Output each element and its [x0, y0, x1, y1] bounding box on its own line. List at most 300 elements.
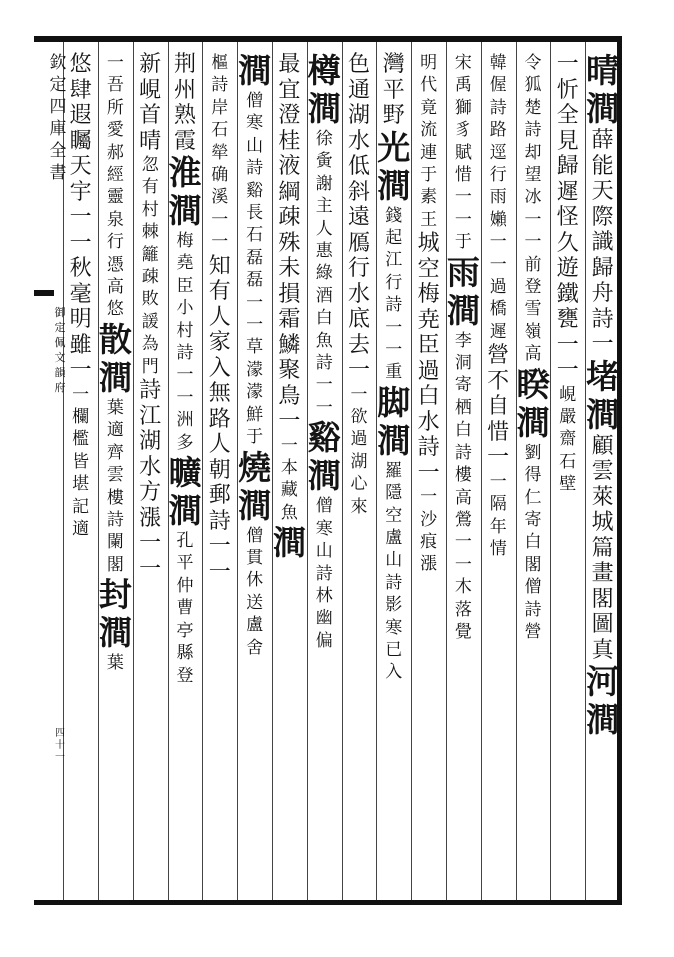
glyph: 澗 [168, 491, 202, 531]
glyph: 行 [106, 232, 124, 253]
glyph: 全 [49, 141, 67, 161]
glyph: 宋 [454, 53, 472, 73]
glyph: 湖 [139, 429, 162, 455]
glyph: 封 [98, 575, 132, 615]
glyph: 詩 [489, 97, 507, 118]
glyph: 本 [280, 457, 298, 478]
page-frame-top [34, 36, 622, 42]
glyph: 謝 [315, 173, 333, 194]
glyph: 韻 [54, 366, 66, 379]
glyph: 遠 [347, 205, 370, 230]
glyph: 流 [420, 120, 438, 141]
glyph: 一 [487, 445, 510, 471]
glyph: 高 [454, 487, 472, 508]
glyph: 明 [69, 307, 92, 332]
glyph: 高 [524, 344, 542, 365]
glyph: 堵 [586, 356, 620, 396]
glyph: 矚 [69, 128, 92, 154]
glyph: 秋 [69, 256, 92, 281]
glyph: 隔 [489, 494, 507, 515]
glyph: 諼 [141, 311, 159, 332]
glyph: 一 [69, 230, 92, 256]
glyph: 斜 [347, 179, 370, 205]
glyph: 城 [417, 231, 440, 257]
glyph: 詩 [385, 572, 403, 593]
glyph: 熟 [173, 103, 196, 128]
glyph: 木 [454, 577, 472, 598]
glyph: 霞 [173, 128, 196, 154]
glyph: 薛 [591, 128, 614, 153]
margin-subtitle [40, 305, 66, 395]
glyph: 詩 [524, 120, 542, 141]
glyph: 山 [385, 550, 403, 571]
glyph: 悠 [106, 299, 124, 320]
glyph: 白 [524, 532, 542, 553]
glyph: 疎 [141, 267, 159, 288]
glyph: 入 [208, 355, 231, 381]
glyph: 一 [246, 315, 264, 336]
glyph: 痕 [420, 532, 438, 553]
glyph: 晴 [139, 128, 162, 154]
glyph: 遊 [556, 256, 579, 281]
glyph: 燒 [238, 447, 272, 487]
glyph: 山 [246, 135, 264, 156]
glyph: 濛 [246, 359, 264, 380]
glyph: 隱 [385, 483, 403, 504]
glyph: 水 [139, 454, 162, 480]
glyph: 錢 [385, 205, 403, 226]
glyph: 冰 [524, 187, 542, 208]
glyph: 葉 [106, 397, 124, 418]
glyph: 空 [417, 256, 440, 282]
glyph: 晴 [586, 52, 620, 90]
glyph: 一 [524, 209, 542, 230]
glyph: 天 [69, 154, 92, 179]
glyph: 寄 [454, 375, 472, 396]
glyph: 雨 [489, 187, 507, 208]
glyph: 一 [454, 209, 472, 230]
glyph: 平 [382, 77, 405, 103]
glyph: 獅 [454, 97, 472, 118]
glyph: 識 [591, 230, 614, 255]
glyph: 有 [141, 177, 159, 198]
text-column-6 [409, 52, 449, 897]
glyph: 得 [524, 465, 542, 486]
glyph: 濛 [246, 382, 264, 403]
glyph: 籬 [141, 244, 159, 265]
glyph: 起 [385, 227, 403, 248]
glyph: 過 [350, 429, 368, 450]
glyph: 詩 [591, 306, 614, 332]
glyph: 沙 [420, 509, 438, 530]
glyph: 齋 [559, 429, 577, 450]
glyph: 孔 [176, 531, 194, 552]
glyph: 吾 [106, 75, 124, 96]
glyph: 詩 [524, 599, 542, 620]
glyph: 詩 [315, 563, 333, 584]
glyph: 澗 [586, 89, 620, 128]
glyph: 欲 [350, 406, 368, 427]
glyph: 行 [385, 272, 403, 293]
glyph: 路 [208, 406, 231, 432]
glyph: 曠 [168, 453, 202, 493]
glyph: 雲 [106, 465, 124, 486]
glyph: 一 [246, 292, 264, 313]
glyph: 犖 [211, 142, 229, 163]
glyph: 齊 [106, 442, 124, 463]
glyph: 盧 [385, 527, 403, 548]
glyph: 一 [350, 384, 368, 405]
glyph: 磊 [246, 270, 264, 291]
glyph: 行 [489, 165, 507, 186]
glyph: 詩 [208, 508, 231, 534]
glyph: 寒 [315, 518, 333, 539]
glyph: 綱 [278, 179, 301, 205]
glyph: 鳥 [278, 383, 301, 409]
text-column-2 [548, 52, 588, 897]
glyph: 愛 [106, 120, 124, 141]
glyph: 一 [72, 384, 90, 405]
glyph: 低 [347, 154, 370, 179]
glyph: 閣 [106, 554, 124, 575]
glyph: 岸 [211, 97, 229, 118]
glyph: 一 [454, 532, 472, 553]
glyph: 僧 [246, 525, 264, 546]
glyph: 方 [139, 480, 162, 506]
glyph: 僧 [315, 496, 333, 517]
glyph: 樽 [307, 52, 341, 90]
glyph: 澗 [446, 290, 480, 330]
glyph: 橋 [489, 299, 507, 320]
glyph: 來 [350, 496, 368, 517]
glyph: 自 [487, 394, 510, 420]
glyph: 通 [347, 77, 370, 103]
glyph: 光 [377, 127, 411, 167]
glyph: 白 [315, 308, 333, 329]
glyph: 江 [139, 403, 162, 429]
glyph: 竟 [420, 97, 438, 118]
glyph: 過 [489, 277, 507, 298]
glyph: 豸 [454, 120, 472, 141]
glyph: 亭 [176, 620, 194, 641]
glyph: 鱗 [278, 332, 301, 358]
glyph: 霜 [278, 307, 301, 332]
glyph: 前 [524, 254, 542, 275]
glyph: 殊 [278, 230, 301, 256]
glyph: 堯 [176, 253, 194, 274]
glyph: 影 [385, 595, 403, 616]
glyph: 忻 [556, 77, 579, 103]
glyph: 湖 [347, 103, 370, 128]
glyph: 灣 [382, 52, 405, 77]
glyph: 一 [315, 375, 333, 396]
glyph: 舍 [246, 637, 264, 658]
glyph: 入 [385, 662, 403, 683]
glyph: 野 [382, 103, 405, 128]
glyph: 泉 [106, 209, 124, 230]
fishtail-mark [34, 290, 54, 296]
glyph: 确 [211, 165, 229, 186]
glyph: 新 [139, 52, 162, 77]
text-column-15 [95, 52, 135, 897]
glyph: 石 [211, 120, 229, 141]
glyph: 溪 [211, 187, 229, 208]
glyph: 欽 [49, 53, 67, 73]
glyph: 閣 [591, 586, 614, 612]
glyph: 一 [69, 358, 92, 383]
glyph: 棘 [141, 222, 159, 243]
text-column-11 [235, 52, 275, 897]
glyph: 一 [556, 358, 579, 383]
glyph: 一 [524, 232, 542, 253]
glyph: 于 [246, 427, 264, 448]
glyph: 林 [315, 585, 333, 606]
glyph: 谿 [307, 418, 341, 458]
glyph: 已 [385, 640, 403, 660]
glyph: 徐 [315, 129, 333, 149]
glyph: 覺 [454, 621, 472, 642]
glyph: 見 [556, 128, 579, 154]
glyph: 望 [524, 165, 542, 186]
glyph: 魚 [280, 502, 298, 523]
glyph: 桂 [278, 128, 301, 154]
glyph: 忽 [141, 155, 159, 175]
glyph: 舟 [591, 281, 614, 306]
glyph: 全 [556, 103, 579, 128]
glyph: 一 [55, 752, 65, 763]
glyph: 一 [489, 471, 507, 492]
glyph: 所 [106, 97, 124, 118]
glyph: 閣 [524, 554, 542, 575]
glyph: 久 [556, 230, 579, 256]
glyph: 夤 [315, 151, 333, 172]
glyph: 偓 [489, 75, 507, 96]
glyph: 劉 [524, 442, 542, 463]
glyph: 門 [141, 356, 159, 377]
glyph: 澗 [586, 700, 620, 739]
glyph: 最 [278, 52, 301, 77]
glyph: 洞 [454, 353, 472, 374]
glyph: 疎 [278, 205, 301, 230]
glyph: 一 [347, 358, 370, 383]
glyph: 長 [246, 203, 264, 224]
glyph: 小 [176, 298, 194, 319]
glyph: 山 [315, 541, 333, 562]
glyph: 聚 [278, 358, 301, 383]
glyph: 魚 [315, 330, 333, 351]
glyph: 偏 [315, 630, 333, 651]
glyph: 欄 [72, 406, 90, 427]
glyph: 人 [208, 304, 231, 330]
glyph: 毫 [69, 281, 92, 307]
glyph: 人 [208, 432, 231, 458]
glyph: 素 [420, 187, 438, 208]
page-frame-bottom [34, 900, 622, 905]
glyph: 令 [524, 53, 542, 73]
glyph: 白 [417, 384, 440, 410]
glyph: 佩 [54, 336, 66, 349]
glyph: 多 [176, 432, 194, 453]
glyph: 空 [385, 505, 403, 526]
glyph: 逕 [489, 142, 507, 163]
glyph: 惜 [454, 165, 472, 186]
glyph: 葉 [106, 653, 124, 674]
glyph: 楚 [524, 97, 542, 118]
glyph: 情 [489, 539, 507, 559]
glyph: 行 [347, 256, 370, 281]
glyph: 臣 [176, 275, 194, 296]
glyph: 未 [278, 256, 301, 281]
glyph: 歸 [556, 154, 579, 179]
glyph: 李 [454, 330, 472, 351]
glyph: 仁 [524, 487, 542, 508]
glyph: 澗 [238, 52, 272, 90]
glyph: 四 [49, 97, 67, 117]
glyph: 一 [208, 534, 231, 560]
glyph: 圖 [591, 612, 614, 637]
glyph: 韓 [489, 53, 507, 73]
glyph: 一 [278, 409, 301, 434]
glyph: 王 [420, 209, 438, 230]
glyph: 詩 [417, 435, 440, 461]
glyph: 水 [417, 409, 440, 435]
glyph: 篇 [591, 535, 614, 561]
glyph: 惜 [487, 419, 510, 445]
glyph: 賦 [454, 142, 472, 163]
text-column-4 [478, 52, 518, 897]
glyph: 澗 [98, 613, 132, 653]
glyph: 一 [106, 53, 124, 73]
glyph: 一 [280, 435, 298, 456]
glyph: 澗 [586, 394, 620, 434]
glyph: 一 [454, 187, 472, 208]
glyph: 為 [141, 334, 159, 355]
glyph: 天 [591, 179, 614, 204]
glyph: 水 [347, 128, 370, 154]
glyph: 于 [420, 165, 438, 186]
glyph: 澗 [377, 420, 411, 460]
glyph: 郵 [208, 483, 231, 509]
text-column-5 [443, 52, 483, 897]
glyph: 河 [586, 662, 620, 701]
glyph: 詩 [176, 343, 194, 364]
glyph: 村 [176, 320, 194, 341]
glyph: 詩 [454, 442, 472, 463]
glyph: 于 [454, 232, 472, 253]
glyph: 一 [489, 232, 507, 253]
glyph: 湖 [350, 451, 368, 472]
glyph: 澗 [307, 89, 341, 128]
glyph: 闌 [106, 532, 124, 553]
glyph: 一 [69, 205, 92, 230]
glyph: 一 [417, 460, 440, 486]
glyph: 睽 [516, 364, 550, 404]
glyph: 憑 [106, 254, 124, 275]
glyph: 連 [420, 142, 438, 163]
glyph: 靈 [106, 187, 124, 208]
glyph: 澄 [278, 103, 301, 128]
glyph: 仲 [176, 575, 194, 596]
glyph: 代 [420, 75, 438, 96]
glyph: 江 [385, 250, 403, 271]
glyph: 有 [208, 279, 231, 305]
glyph: 詩 [385, 295, 403, 316]
glyph: 嬾 [489, 209, 507, 230]
glyph: 朝 [208, 457, 231, 483]
glyph: 損 [278, 281, 301, 307]
glyph: 宇 [69, 179, 92, 205]
glyph: 經 [106, 165, 124, 186]
glyph: 水 [347, 281, 370, 307]
glyph: 一 [208, 559, 231, 585]
glyph: 臣 [417, 333, 440, 359]
glyph: 落 [454, 599, 472, 620]
glyph: 城 [591, 510, 614, 535]
glyph: 十 [55, 740, 65, 751]
glyph: 高 [106, 277, 124, 298]
text-column-1 [583, 52, 623, 897]
glyph: 御 [54, 306, 66, 319]
glyph: 澗 [307, 456, 341, 496]
glyph: 書 [49, 163, 67, 183]
glyph: 四 [55, 728, 65, 739]
glyph: 知 [208, 253, 231, 279]
glyph: 漲 [420, 554, 438, 575]
glyph: 遐 [69, 103, 92, 128]
glyph: 郝 [106, 142, 124, 163]
glyph: 雲 [591, 459, 614, 484]
glyph: 主 [315, 196, 333, 217]
glyph: 藏 [280, 480, 298, 501]
glyph: 一 [385, 339, 403, 360]
glyph: 盧 [246, 615, 264, 636]
glyph: 府 [54, 381, 66, 394]
glyph: 適 [72, 518, 90, 539]
glyph: 澗 [98, 357, 132, 397]
glyph: 怪 [556, 205, 579, 230]
text-column-12 [200, 52, 240, 897]
glyph: 遲 [489, 321, 507, 342]
glyph: 重 [385, 362, 403, 383]
glyph: 定 [49, 75, 67, 95]
glyph: 酒 [315, 285, 333, 306]
glyph: 樓 [106, 487, 124, 508]
glyph: 脚 [377, 382, 411, 422]
glyph: 路 [489, 120, 507, 141]
glyph: 一 [556, 332, 579, 358]
glyph: 真 [591, 637, 614, 663]
glyph: 首 [139, 103, 162, 128]
glyph: 一 [591, 332, 614, 357]
glyph: 顧 [591, 433, 614, 459]
glyph: 州 [173, 77, 196, 103]
glyph: 悠 [69, 52, 92, 77]
glyph: 皆 [72, 451, 90, 472]
glyph: 堪 [72, 474, 90, 495]
glyph: 梅 [417, 282, 440, 308]
glyph: 液 [278, 154, 301, 179]
glyph: 一 [454, 554, 472, 575]
glyph: 一 [315, 397, 333, 418]
text-column-14 [130, 52, 170, 897]
glyph: 淮 [168, 153, 202, 192]
glyph: 人 [315, 218, 333, 239]
glyph: 綠 [315, 263, 333, 284]
glyph: 休 [246, 570, 264, 591]
glyph: 登 [176, 665, 194, 686]
glyph: 宜 [278, 77, 301, 103]
glyph: 曹 [176, 598, 194, 619]
